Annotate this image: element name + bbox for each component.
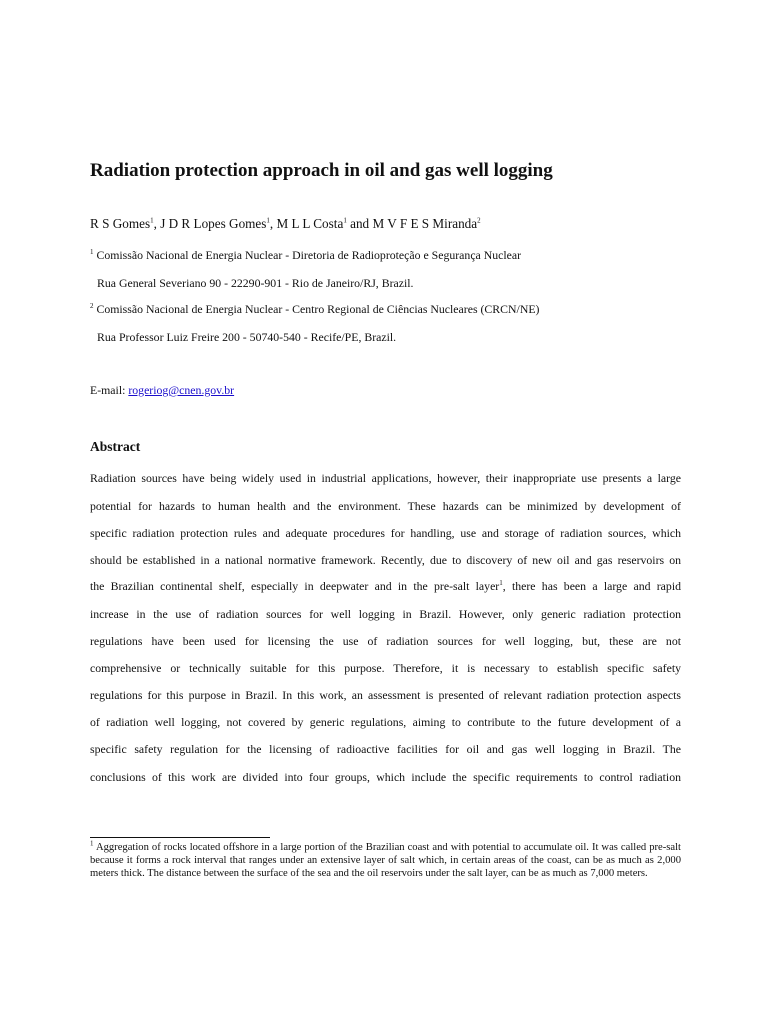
author-name: R S Gomes (90, 216, 151, 231)
author-name: J D R Lopes Gomes (160, 216, 267, 231)
footnote (90, 841, 681, 880)
contact-email (90, 383, 234, 398)
abstract-line: comprehensive or technically suitable for this purpose. Therefore, it is necessary to establish specific safety (90, 661, 681, 675)
author-separator: , (269, 216, 277, 231)
author-affiliation-marker: 2 (477, 216, 481, 225)
email-link[interactable]: rogeriog@cnen.gov.br (128, 383, 235, 397)
author-separator: and (346, 216, 373, 231)
paper-title: Radiation protection approach in oil and gas well logging (90, 160, 553, 181)
affiliation-institution: Comissão Nacional de Energia Nuclear - Diretoria de Radioproteção e Segurança Nuclear (96, 248, 522, 262)
author-name: M L L Costa (276, 216, 344, 231)
affiliation-institution: Comissão Nacional de Energia Nuclear - Centro Regional de Ciências Nucleares (CRCN/NE) (96, 302, 540, 316)
abstract-line: specific radiation protection rules and adequate procedures for handling, use and storage of radiation sources, which (90, 526, 681, 540)
author-list (90, 216, 481, 232)
abstract-line: potential for hazards to human health and the environment. These hazards can be minimized by development of (90, 499, 681, 513)
abstract-line: should be established in a national normative framework. Recently, due to discovery of new oil and gas reservoirs on (90, 553, 681, 567)
abstract-line-with-footnote (90, 579, 681, 594)
footnote-number: 1 (90, 839, 94, 848)
author-separator: , (153, 216, 161, 231)
footnote-marker: 1 (499, 579, 503, 588)
abstract-line: of radiation well logging, not covered by generic regulations, aiming to contribute to the future development of a (90, 715, 681, 729)
affiliation-marker: 2 (90, 302, 94, 311)
footnote-text: Aggregation of rocks located offshore in a large portion of the Brazilian coast and with potential to accumulate oil. It was called pre-salt because it forms a rock interval that ranges under an extensive layer of salt which, in certain areas of the coast, can be as much as 2,000 meters thick. The distance between the surface of the sea and the oil reservoirs under the salt layer, can be as much as 7,000 meters. (90, 842, 681, 879)
abstract-line-tail: , there has been a large and rapid (502, 579, 681, 593)
footnote-separator (90, 837, 270, 838)
abstract-line: specific safety regulation for the licensing of radioactive facilities for oil and gas well logging in Brazil. The (90, 742, 681, 756)
affiliation-marker: 1 (90, 248, 94, 257)
author-affiliation-marker: 1 (150, 216, 154, 225)
author-affiliation-marker: 1 (343, 216, 347, 225)
affiliation-1 (90, 248, 521, 263)
author-affiliation-marker: 1 (266, 216, 270, 225)
abstract-line-head: the Brazilian continental shelf, especially in deepwater and in the pre-salt layer (90, 579, 500, 593)
abstract-heading: Abstract (90, 439, 141, 454)
abstract-line: regulations have been used for licensing the use of radiation sources for well logging, but, these are not (90, 634, 681, 648)
author-name: M V F E S Miranda (372, 216, 478, 231)
abstract-line: conclusions of this work are divided into four groups, which include the specific requirements to control radiation (90, 770, 681, 784)
affiliation-1-address: Rua General Severiano 90 - 22290-901 - Rio de Janeiro/RJ, Brazil. (97, 276, 414, 290)
abstract-line: increase in the use of radiation sources for well logging in Brazil. However, only generic radiation protection (90, 607, 681, 621)
abstract-line: regulations for this purpose in Brazil. In this work, an assessment is presented of relevant radiation protection aspects (90, 688, 681, 702)
affiliation-2 (90, 302, 539, 317)
abstract-line: Radiation sources have being widely used in industrial applications, however, their inappropriate use presents a large (90, 471, 681, 485)
email-label: E-mail: (90, 383, 129, 397)
affiliation-2-address: Rua Professor Luiz Freire 200 - 50740-540 - Recife/PE, Brazil. (97, 330, 397, 344)
